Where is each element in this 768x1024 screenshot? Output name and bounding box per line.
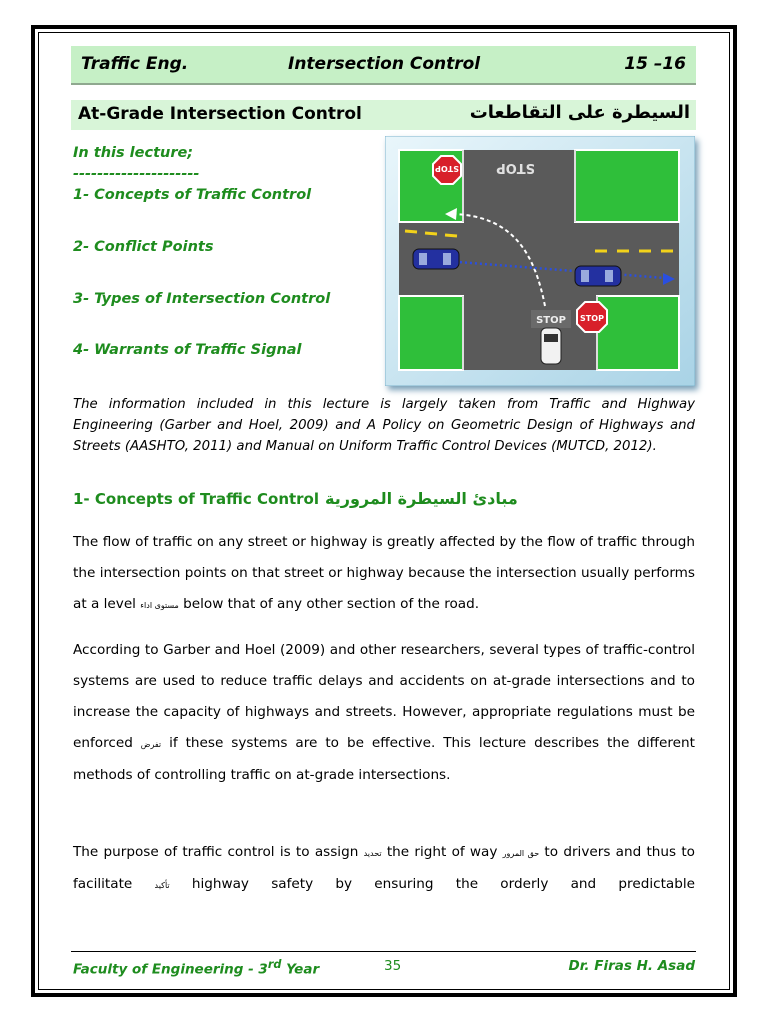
concepts-heading-arabic: مبادئ السيطرة المرورية (325, 489, 518, 508)
stop-sign-top-label: STOP (435, 164, 459, 173)
footer-faculty-tail: Year (281, 961, 320, 978)
concepts-heading-text: 1- Concepts of Traffic Control (73, 490, 320, 508)
intersection-illustration (385, 136, 695, 386)
concepts-heading (73, 489, 518, 508)
paragraph-systems-b: if these systems are to be effective. This lecture describes the different methods of controlling traffic on at-grade intersections. (73, 735, 695, 783)
paragraph-purpose-arabic-3: تأكيد (154, 881, 170, 890)
paragraph-purpose-b: the right of way (381, 844, 503, 860)
paragraph-systems-arabic: تفرض (140, 740, 162, 749)
paragraph-systems-a: According to Garber and Hoel (2009) and other researchers, several types of traffic-control systems are used to reduce traffic delays and accidents on at-grade intersections and to increase the capacity of highways and streets. However, appropriate regulations must be enforced (73, 642, 695, 751)
section-title-arabic: السيطرة على التقاطعات (469, 102, 690, 123)
grass-top-right (575, 150, 679, 222)
outline-item-4: 4- Warrants of Traffic Signal (73, 342, 302, 358)
section-title: At-Grade Intersection Control (78, 104, 362, 124)
outline-item-3: 3- Types of Intersection Control (73, 291, 331, 307)
paragraph-flow (73, 527, 695, 621)
footer-faculty (73, 958, 319, 978)
page-number: 35 (384, 958, 402, 974)
header-course: Traffic Eng. (81, 54, 189, 74)
footer-faculty-sup: rd (267, 958, 282, 971)
header-year: 15 –16 (624, 54, 686, 74)
paragraph-purpose-c: to drivers and thus to facilitate (73, 844, 695, 892)
paragraph-flow-arabic: مستوى اداء (140, 601, 179, 610)
header-topic: Intersection Control (288, 54, 481, 74)
paragraph-flow-a: The flow of traffic on any street or highway is greatly affected by the flow of traffic through the intersection points on that street or highway because the intersection usually performs at a level (73, 534, 695, 612)
page-header (71, 46, 696, 85)
paragraph-systems (73, 635, 695, 791)
outline-item-1: 1- Concepts of Traffic Control (73, 187, 312, 203)
stop-sign-bottom-label: STOP (580, 314, 604, 323)
paragraph-purpose-arabic-1: تحديد (363, 849, 382, 858)
footer-faculty-text: Faculty of Engineering - 3 (73, 961, 268, 978)
source-note: The information included in this lecture is largely taken from Traffic and Highway Engineering (Garber and Hoel, 2009) and A Policy on Geometric Design of Highways and Streets (AASHTO, 2011) and Manual on Uniform Traffic Control Devices (MUTCD, 2012). (73, 397, 695, 454)
grass-bottom-right (597, 296, 679, 370)
stop-paint-top: STOP (496, 160, 535, 175)
paragraph-purpose (73, 837, 695, 901)
paragraph-purpose-a: The purpose of traffic control is to assign (73, 844, 364, 860)
grass-bottom-left (399, 296, 463, 370)
footer-divider (71, 951, 696, 952)
paragraph-flow-b: below that of any other section of the road. (178, 596, 480, 612)
outline-dashes: --------------------- (73, 166, 200, 182)
intersection-figure (385, 136, 695, 386)
footer-author: Dr. Firas H. Asad (568, 958, 695, 974)
car-bottom-icon (541, 328, 561, 364)
stop-paint-bottom: STOP (536, 315, 566, 326)
paragraph-purpose-arabic-2: حق المرور (502, 849, 540, 858)
section-title-band (71, 100, 696, 130)
paragraph-purpose-d: highway safety by ensuring the orderly and predictable (169, 876, 695, 892)
outline-intro: In this lecture; (73, 145, 194, 161)
outline-item-2: 2- Conflict Points (73, 239, 214, 255)
